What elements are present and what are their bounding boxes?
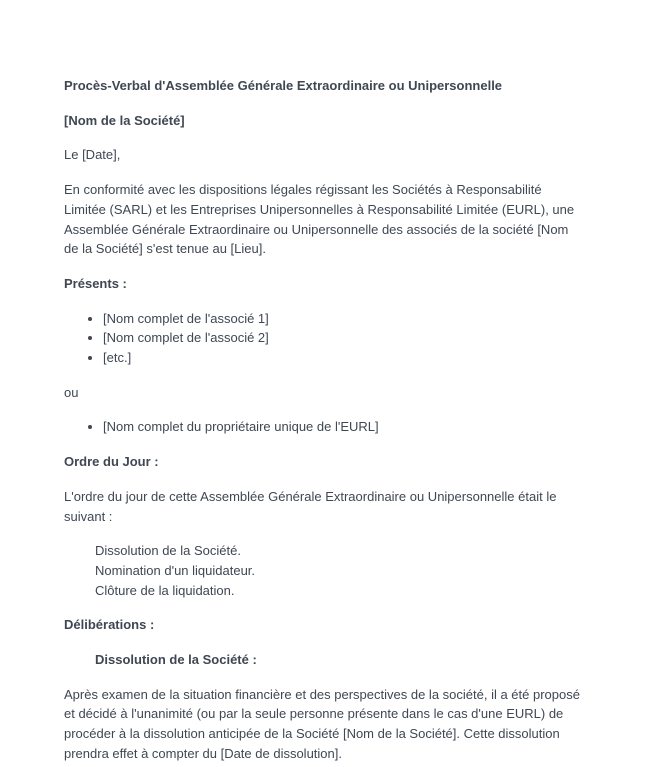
agenda-items (95, 541, 584, 600)
agenda-item: Clôture de la liquidation. (95, 582, 235, 598)
agenda-item: Dissolution de la Société. (95, 543, 241, 559)
agenda-heading: Ordre du Jour : (64, 454, 159, 470)
or-text: ou (64, 384, 79, 400)
dissolution-subheading: Dissolution de la Société : (95, 652, 257, 668)
agenda-item: Nomination d'un liquidateur. (95, 562, 256, 578)
deliberations-heading: Délibérations : (64, 617, 155, 633)
list-item: • [Nom complet de l'associé 1] (103, 309, 584, 329)
list-item: • [etc.] (103, 348, 584, 368)
list-item: • [Nom complet du propriétaire unique de l'EURL] (103, 417, 584, 437)
list-item: • [Nom complet de l'associé 2] (103, 328, 584, 348)
dissolution-paragraph: Après examen de la situation financière et des perspectives de la société, il a été proposé et décidé à l'unanimité (ou par la seule personne présente dans le cas d'une EURL) de procéder à la dissolution anticipée de la Société [Nom de la Société]. Cette dissolution prendra effet à compter du [Date de dissolution]. (64, 686, 580, 761)
company-name-placeholder: [Nom de la Société] (64, 112, 185, 128)
date-line: Le [Date], (64, 147, 121, 163)
agenda-intro: L'ordre du jour de cette Assemblée Générale Extraordinaire ou Unipersonnelle était le suivant : (64, 488, 557, 524)
presents-heading: Présents : (64, 275, 127, 291)
document-title: Procès-Verbal d'Assemblée Générale Extraordinaire ou Unipersonnelle (64, 78, 503, 93)
presents-list (64, 309, 584, 368)
eurl-owner-list (64, 417, 584, 437)
intro-paragraph: En conformité avec les dispositions légales régissant les Sociétés à Responsabilité Limitée (SARL) et les Entreprises Unipersonnelles à Responsabilité Limitée (EURL), une Assemblée Générale Extraordinaire ou Unipersonnelle des associés de la société [Nom de la Société] s'est tenue au [Lieu]. (64, 182, 575, 257)
